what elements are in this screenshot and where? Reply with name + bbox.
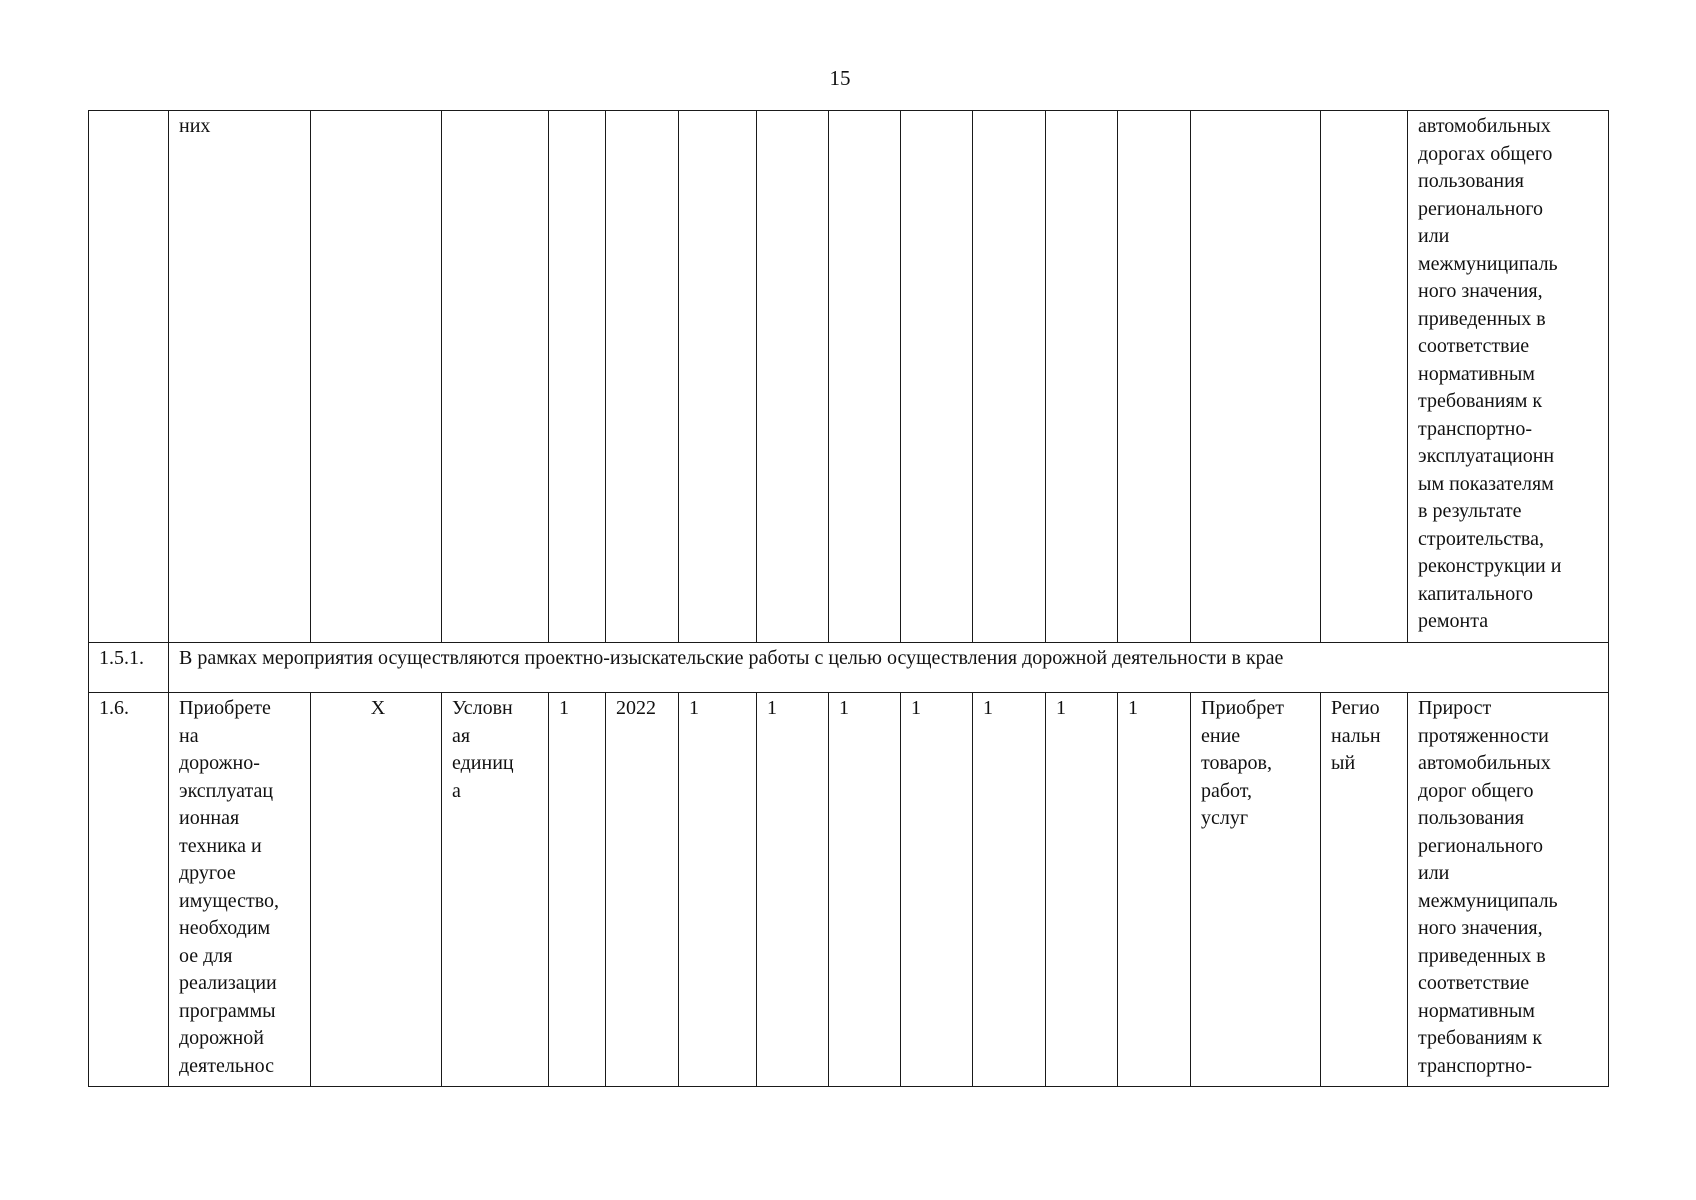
cell-name: Приобрете на дорожно- эксплуатац ионная техника и другое имущество, необходим ое для реализации программы дорожной деятельнос bbox=[169, 693, 311, 1087]
table-row bbox=[89, 111, 1609, 643]
cell-empty bbox=[679, 111, 757, 643]
cell-mark: X bbox=[311, 693, 442, 1087]
cell-empty bbox=[757, 111, 829, 643]
cell-type: Приобрет ение товаров, работ, услуг bbox=[1191, 693, 1321, 1087]
cell-empty bbox=[311, 111, 442, 643]
cell-value: 1 bbox=[757, 693, 829, 1087]
cell-empty bbox=[1191, 111, 1321, 643]
cell-unit: Условн ая единиц а bbox=[442, 693, 549, 1087]
cell-empty bbox=[442, 111, 549, 643]
cell-empty bbox=[606, 111, 679, 643]
cell-description: В рамках мероприятия осуществляются проектно-изыскательские работы с целью осуществления дорожной деятельности в крае bbox=[169, 643, 1609, 693]
cell-base-value: 1 bbox=[549, 693, 606, 1087]
cell-num: 1.5.1. bbox=[89, 643, 169, 693]
cell-empty bbox=[1118, 111, 1191, 643]
cell-empty bbox=[1321, 111, 1408, 643]
cell-value: 1 bbox=[973, 693, 1046, 1087]
table-row bbox=[89, 693, 1609, 1087]
cell-empty bbox=[829, 111, 901, 643]
cell-empty bbox=[973, 111, 1046, 643]
cell-value: 1 bbox=[829, 693, 901, 1087]
cell-value: 1 bbox=[1118, 693, 1191, 1087]
cell-value: 1 bbox=[679, 693, 757, 1087]
page-number: 15 bbox=[829, 66, 851, 90]
cell-result: автомобильных дорогах общего пользования регионального или межмуниципаль ного значения, приведенных в соответствие нормативным требованиям к транспортно- эксплуатационн ым показателям в результате строительства, реконструкции и капитального ремонта bbox=[1408, 111, 1609, 643]
cell-value: 1 bbox=[1046, 693, 1118, 1087]
cell-num bbox=[89, 111, 169, 643]
cell-empty bbox=[901, 111, 973, 643]
cell-empty bbox=[549, 111, 606, 643]
cell-num: 1.6. bbox=[89, 693, 169, 1087]
table-row bbox=[89, 643, 1609, 693]
cell-empty bbox=[1046, 111, 1118, 643]
cell-name: них bbox=[169, 111, 311, 643]
program-table bbox=[88, 110, 1609, 1087]
cell-value: 1 bbox=[901, 693, 973, 1087]
cell-base-year: 2022 bbox=[606, 693, 679, 1087]
cell-result: Прирост протяженности автомобильных дорог общего пользования регионального или межмуниципаль ного значения, приведенных в соответствие нормативным требованиям к транспортно- bbox=[1408, 693, 1609, 1087]
cell-level: Регио нальн ый bbox=[1321, 693, 1408, 1087]
